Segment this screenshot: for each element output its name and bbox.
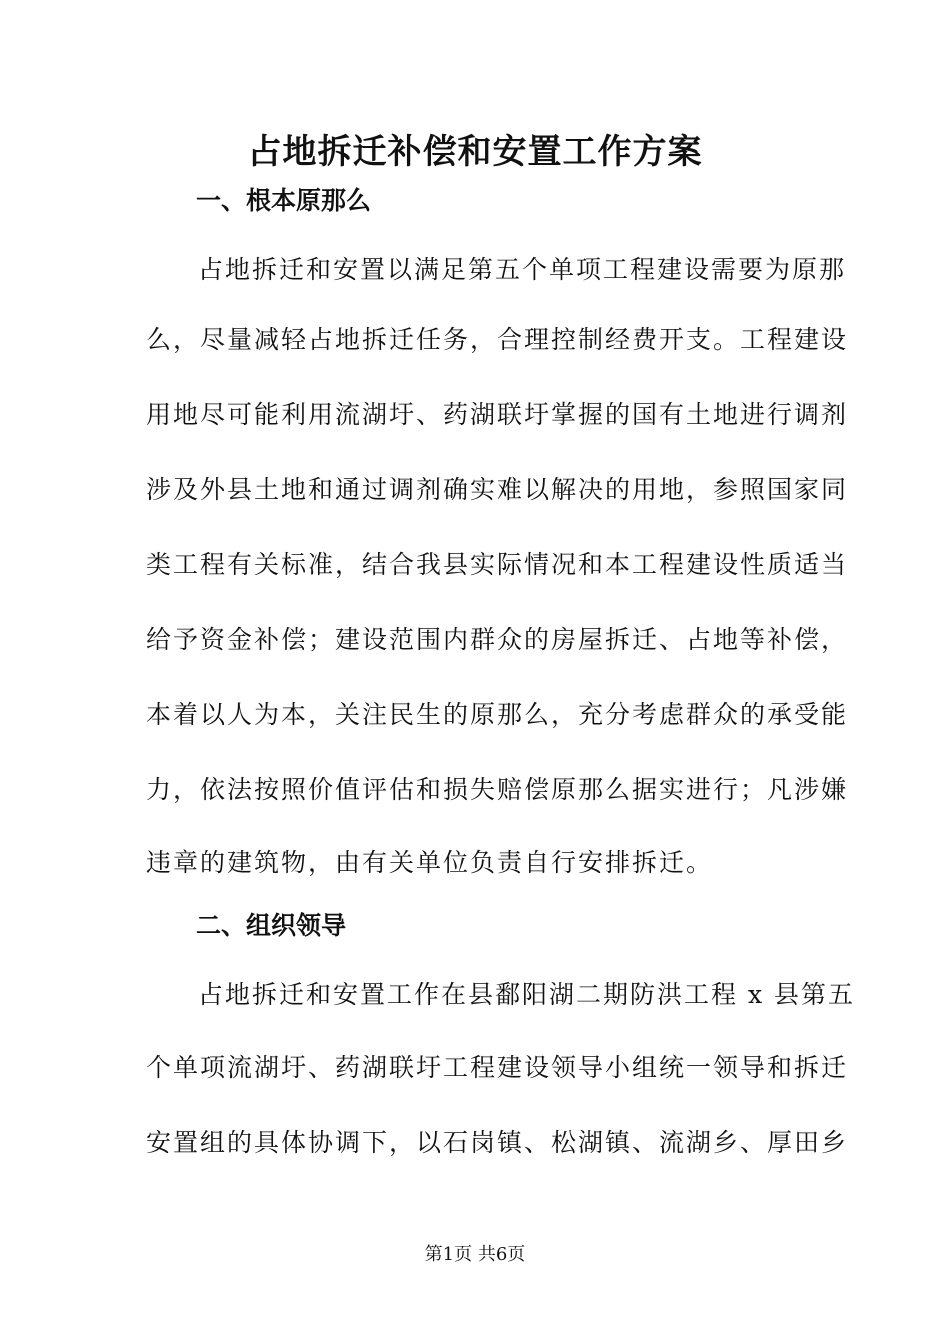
- paragraph-line: 么，尽量减轻占地拆迁任务，合理控制经费开支。工程建设: [146, 325, 849, 354]
- paragraph-line: 用地尽可能利用流湖圩、药湖联圩掌握的国有土地进行调剂: [146, 400, 849, 429]
- paragraph-line: 安置组的具体协调下，以石岗镇、松湖镇、流湖乡、厚田乡: [146, 1128, 849, 1157]
- paragraph-line: 占地拆迁和安置以满足第五个单项工程建设需要为原那: [198, 255, 847, 284]
- paragraph-line: 违章的建筑物，由有关单位负责自行安排拆迁。: [146, 848, 714, 877]
- paragraph-line: 占地拆迁和安置工作在县鄱阳湖二期防洪工程 x 县第五: [198, 980, 855, 1009]
- paragraph-line: 给予资金补偿；建设范围内群众的房屋拆迁、占地等补偿，: [146, 625, 849, 654]
- document-title: 占地拆迁补偿和安置工作方案: [247, 132, 703, 172]
- paragraph-line: 类工程有关标准，结合我县实际情况和本工程建设性质适当: [146, 550, 849, 579]
- paragraph-line: 本着以人为本，关注民生的原那么，充分考虑群众的承受能: [146, 700, 849, 729]
- paragraph-line: 力，依法按照价值评估和损失赔偿原那么据实进行；凡涉嫌: [146, 775, 849, 804]
- section-heading-organization: 二、组织领导: [196, 911, 347, 940]
- page-number-footer: 第1页 共6页: [424, 1244, 526, 1265]
- paragraph-line: 涉及外县土地和通过调剂确实难以解决的用地，参照国家同: [146, 475, 849, 504]
- section-heading-principles: 一、根本原那么: [196, 186, 372, 215]
- paragraph-line: 个单项流湖圩、药湖联圩工程建设领导小组统一领导和拆迁: [146, 1053, 849, 1082]
